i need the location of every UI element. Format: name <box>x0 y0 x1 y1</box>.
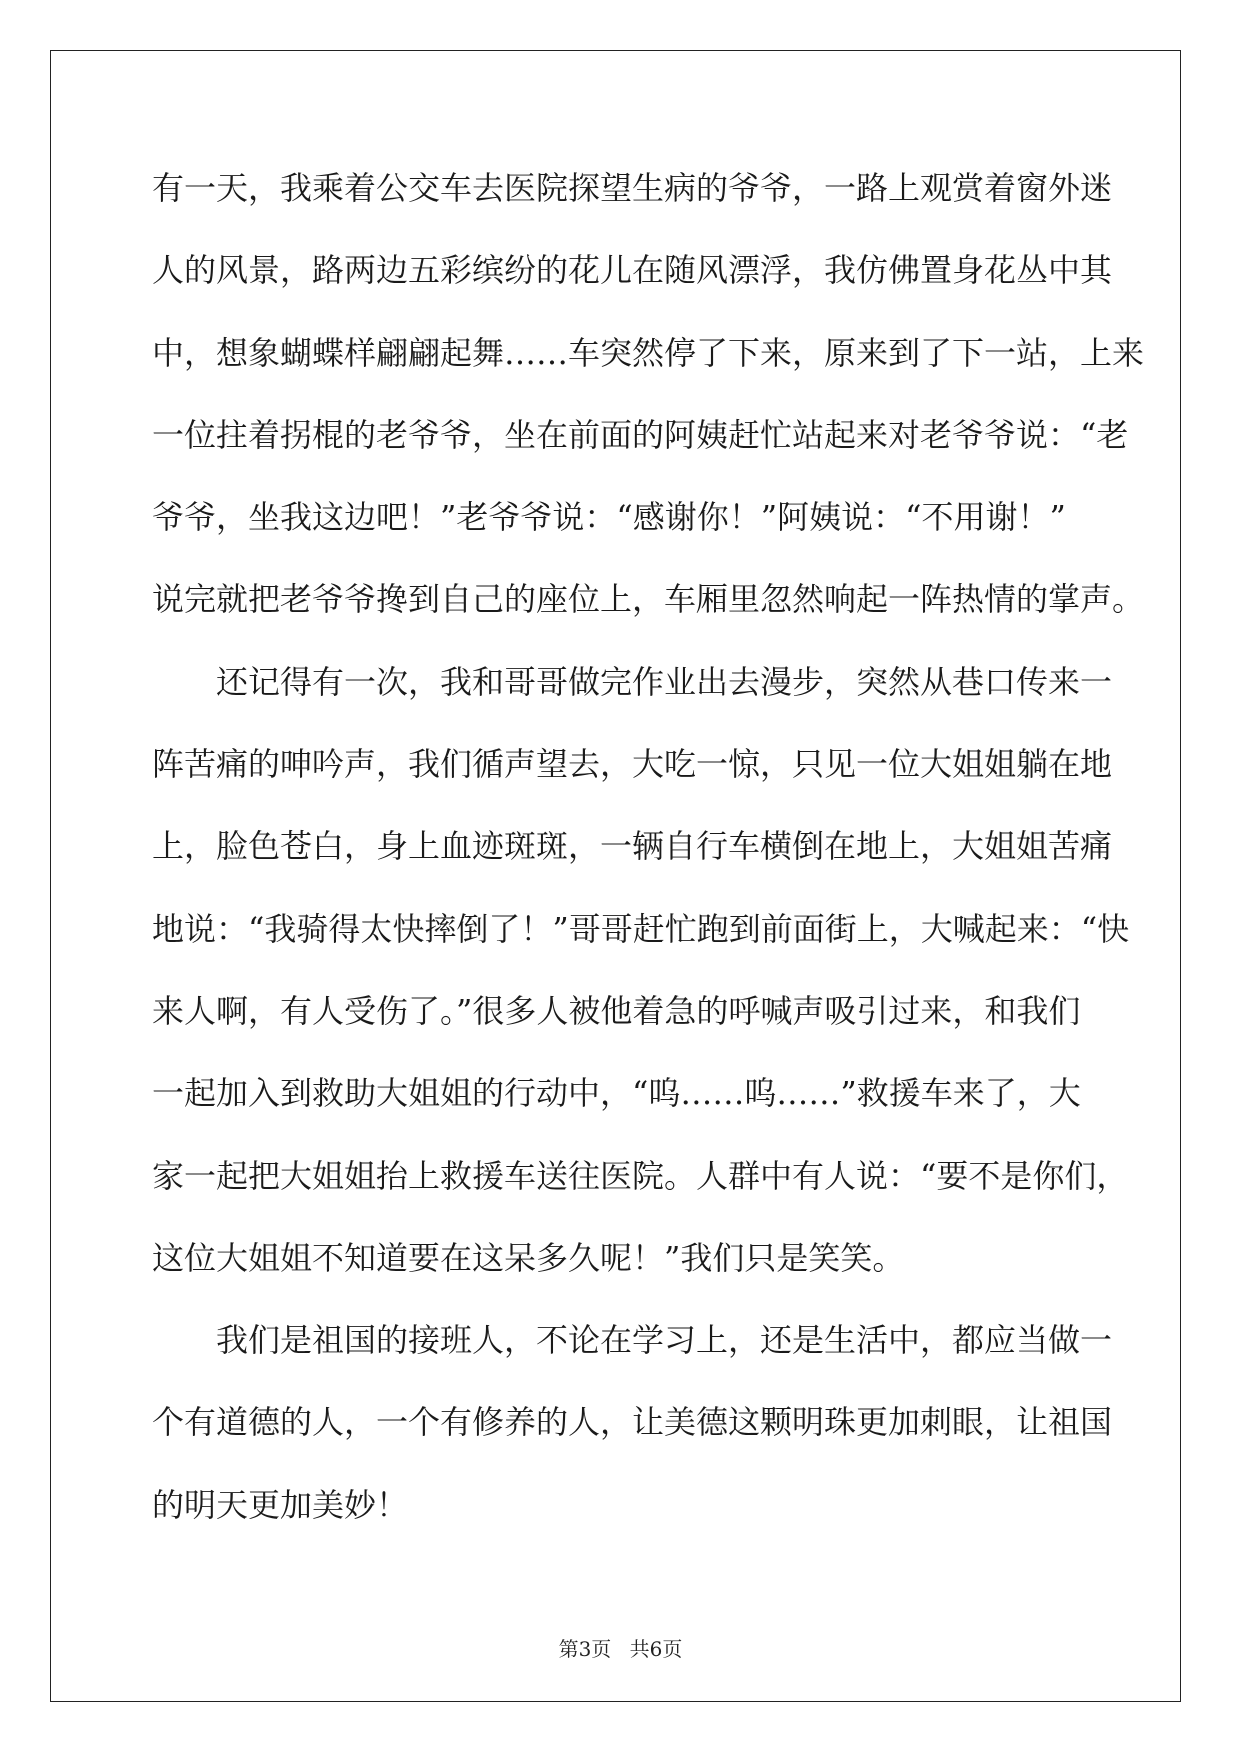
text-line: 来人啊，有人受伤了。”很多人被他着急的呼喊声吸引过来，和我们 <box>152 991 1081 1030</box>
text-line: 说完就把老爷爷搀到自己的座位上，车厢里忽然响起一阵热情的掌声。 <box>152 580 1145 619</box>
text-line: 个有道德的人，一个有修养的人，让美德这颗明珠更加刺眼，让祖国 <box>152 1403 1113 1442</box>
text-line: 地说：“我骑得太快摔倒了！”哥哥赶忙跑到前面街上，大喊起来：“快 <box>152 909 1130 948</box>
text-line: 阵苦痛的呻吟声，我们循声望去，大吃一惊，只见一位大姐姐躺在地 <box>152 745 1113 784</box>
paragraph-start-line: 我们是祖国的接班人，不论在学习上，还是生活中，都应当做一 <box>216 1321 1113 1360</box>
text-line: 有一天，我乘着公交车去医院探望生病的爷爷，一路上观赏着窗外迷 <box>152 169 1113 207</box>
text-line: 中，想象蝴蝶样翩翩起舞……车突然停了下来，原来到了下一站，上来 <box>152 333 1145 372</box>
text-line: 这位大姐姐不知道要在这呆多久呢！”我们只是笑笑。 <box>152 1238 905 1277</box>
page-footer <box>0 1633 1241 1662</box>
text-line: 家一起把大姐姐抬上救援车送往医院。人群中有人说：“要不是你们， <box>152 1156 1129 1195</box>
text-line: 一位拄着拐棍的老爷爷，坐在前面的阿姨赶忙站起来对老爷爷说：“老 <box>152 415 1129 454</box>
text-line: 人的风景，路两边五彩缤纷的花儿在随风漂浮，我仿佛置身花丛中其 <box>152 251 1113 290</box>
document-body <box>152 164 1145 1563</box>
text-line: 爷爷，坐我这边吧！”老爷爷说：“感谢你！”阿姨说：“不用谢！” <box>152 498 1066 537</box>
page-total: 共6页 <box>629 1637 683 1661</box>
paragraph-start-line: 还记得有一次，我和哥哥做完作业出去漫步，突然从巷口传来一 <box>216 662 1113 701</box>
text-line: 一起加入到救助大姐姐的行动中，“呜……呜……”救援车来了，大 <box>152 1074 1081 1113</box>
page-number: 第3页 <box>558 1637 612 1661</box>
text-line: 上，脸色苍白，身上血迹斑斑，一辆自行车横倒在地上，大姐姐苦痛 <box>152 827 1113 866</box>
text-line: 的明天更加美妙！ <box>152 1485 409 1524</box>
